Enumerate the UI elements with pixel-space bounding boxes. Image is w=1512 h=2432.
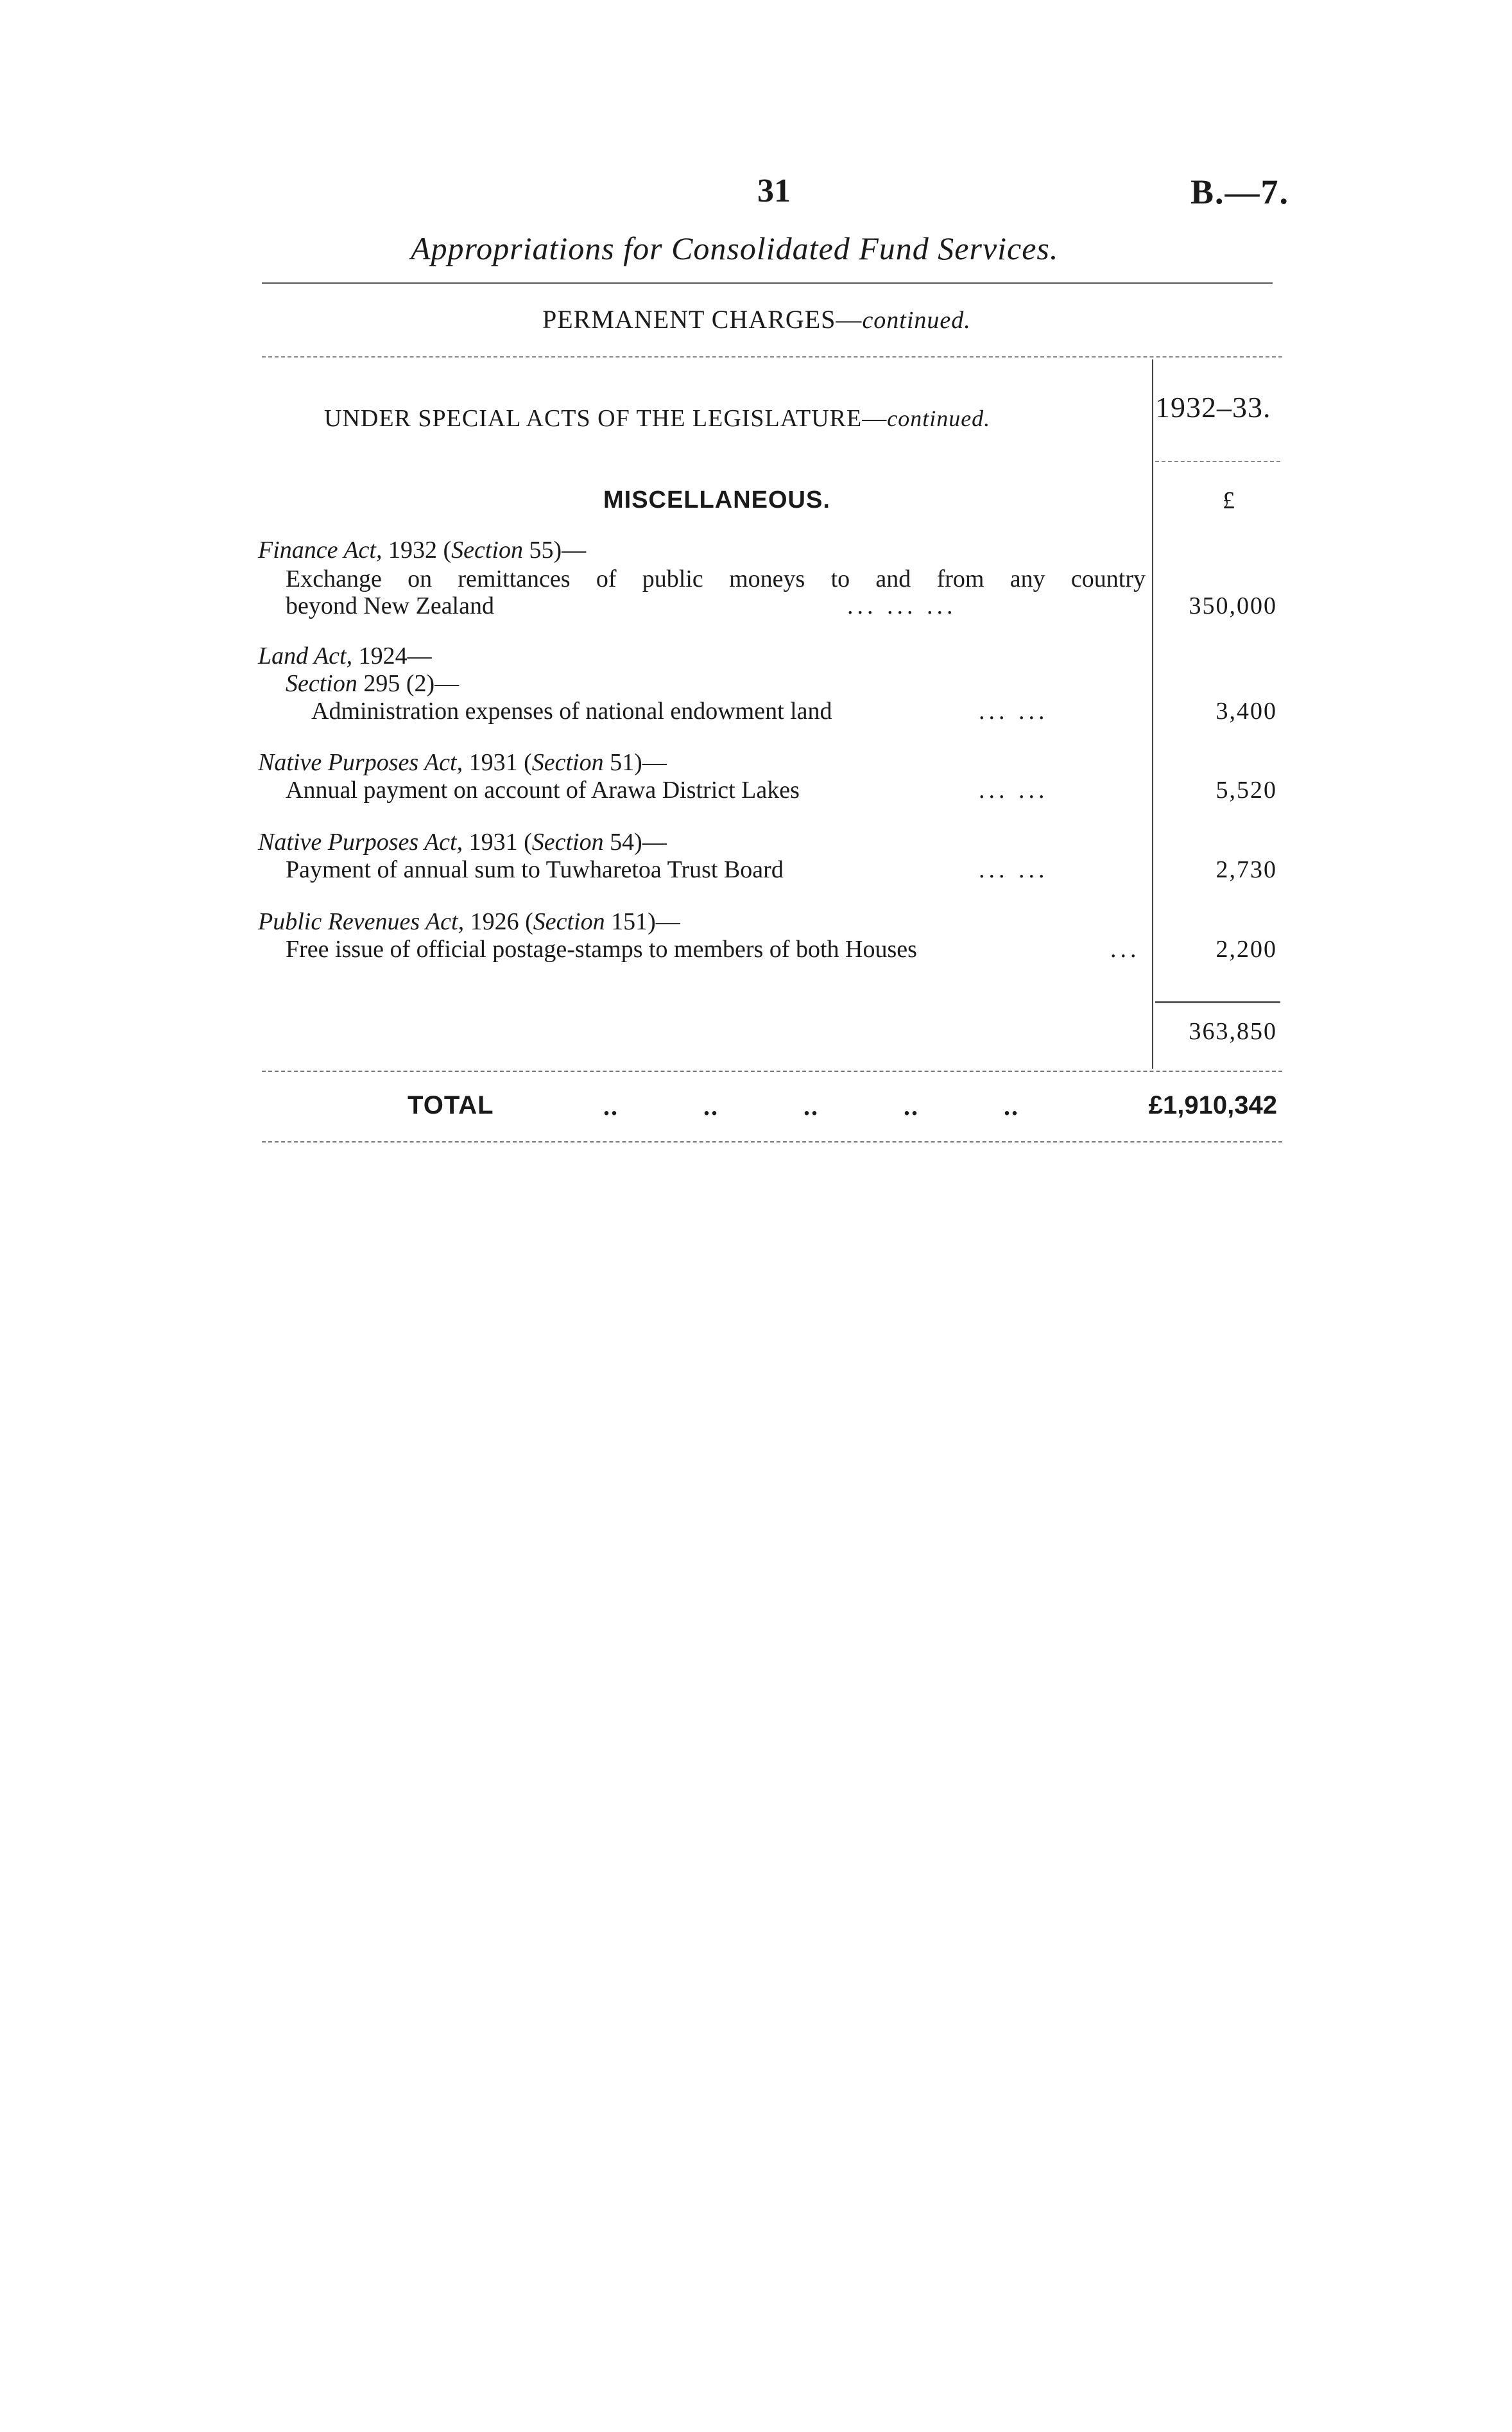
entry-description: Exchange on remittances of public moneys to and from any country — [286, 565, 1146, 592]
column-heading-main: UNDER SPECIAL ACTS OF THE LEGISLATURE— — [324, 405, 888, 432]
entry-amount: 2,200 — [1216, 936, 1277, 963]
total-bottom-rule — [262, 1141, 1282, 1143]
entry-description: Administration expenses of national endowment land — [311, 698, 832, 725]
entry-act-heading — [258, 828, 667, 856]
page-title: Appropriations for Consolidated Fund Services. — [411, 230, 1059, 266]
entry-act-heading — [258, 908, 680, 936]
act-section-number: 151)— — [611, 908, 680, 935]
entry-amount: 350,000 — [1189, 592, 1277, 619]
currency-symbol: £ — [1223, 487, 1235, 514]
title-rule — [262, 282, 1273, 284]
leader-dots: ... ... — [979, 698, 1049, 725]
act-section-word: Section — [533, 908, 605, 935]
entry-description: beyond New Zealand — [286, 592, 494, 619]
act-name: Native Purposes Act, — [258, 749, 463, 776]
act-section-number: 51)— — [610, 749, 667, 776]
subtitle-rule — [262, 356, 1282, 358]
subtotal-amount: 363,850 — [1189, 1018, 1277, 1045]
act-year: 1924— — [358, 642, 432, 669]
subsection-word: Section — [286, 670, 357, 697]
act-section-word: Section — [531, 749, 604, 776]
total-label: TOTAL — [408, 1091, 494, 1119]
act-section-number: 55)— — [529, 537, 587, 564]
entry-amount: 5,520 — [1216, 777, 1277, 804]
act-name: Public Revenues Act, — [258, 908, 465, 935]
leader-dots: ... ... ... — [847, 592, 957, 619]
subtotal-rule — [1155, 1001, 1280, 1003]
leader-dots: ... — [1110, 936, 1140, 963]
entry-act-heading — [258, 642, 432, 670]
year-heading: 1932–33. — [1155, 391, 1271, 424]
column-heading — [324, 404, 990, 433]
leader-dots: ... ... — [979, 777, 1049, 804]
entry-amount: 3,400 — [1216, 698, 1277, 725]
document-code: B.—7. — [1190, 173, 1290, 211]
act-name: Land Act, — [258, 642, 353, 669]
act-year: 1931 ( — [468, 829, 532, 856]
entry-description: Payment of annual sum to Tuwharetoa Trust Board — [286, 856, 784, 883]
amount-column-divider — [1152, 359, 1153, 1069]
subtitle-main: PERMANENT CHARGES— — [542, 305, 863, 334]
leader-dots: ... ... — [979, 856, 1049, 883]
act-section-word: Section — [531, 829, 604, 856]
total-top-rule — [262, 1071, 1282, 1072]
subsection-number: 295 (2)— — [363, 670, 460, 697]
section-title: MISCELLANEOUS. — [603, 487, 830, 513]
section-subtitle — [542, 304, 971, 334]
act-name: Finance Act, — [258, 537, 382, 564]
entry-act-heading — [258, 536, 586, 564]
act-name: Native Purposes Act, — [258, 829, 463, 856]
page-number: 31 — [757, 173, 791, 209]
entry-act-heading — [258, 748, 667, 777]
act-year: 1932 ( — [388, 537, 452, 564]
act-year: 1931 ( — [468, 749, 532, 776]
total-amount: £1,910,342 — [1148, 1091, 1277, 1119]
subtitle-continued: continued. — [862, 307, 971, 334]
total-leader-dots: .. .. .. .. .. — [603, 1092, 1019, 1121]
entry-description: Annual payment on account of Arawa District Lakes — [286, 777, 800, 804]
column-heading-continued: continued. — [887, 406, 991, 431]
entry-amount: 2,730 — [1216, 856, 1277, 883]
act-section-word: Section — [451, 537, 523, 564]
act-section-number: 54)— — [610, 829, 667, 856]
entry-subsection — [286, 669, 459, 698]
year-rule — [1155, 461, 1280, 462]
act-year: 1926 ( — [470, 908, 533, 935]
entry-description: Free issue of official postage-stamps to members of both Houses — [286, 936, 917, 963]
